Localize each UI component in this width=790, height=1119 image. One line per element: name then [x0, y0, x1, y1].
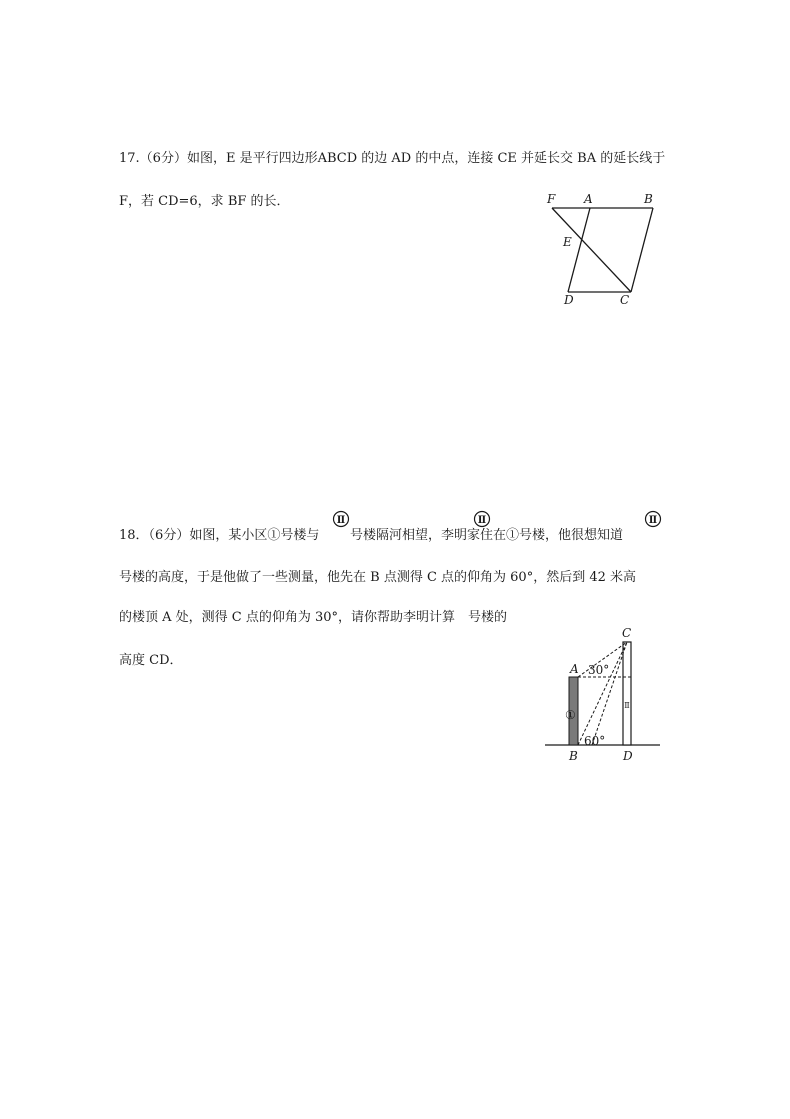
q18-building-mark-2: [473, 510, 491, 528]
q17-text-line1: 17.（6分）如图，E 是平行四边形ABCD 的边 AD 的中点，连接 CE 并延长交 BA 的延长线于: [119, 151, 666, 166]
q18-building-mark-1: [332, 510, 350, 528]
label-C: C: [622, 626, 632, 640]
building-1-number: ①: [565, 708, 576, 722]
label-E: E: [563, 235, 572, 249]
line-FC: [552, 208, 631, 292]
label-B: B: [569, 749, 578, 763]
q17-parallelogram-figure: [540, 188, 660, 308]
q18-building-mark-3: [644, 510, 662, 528]
svg-text:Ⅱ: Ⅱ: [477, 515, 487, 526]
label-B: B: [644, 192, 653, 206]
q17-text-line2: F，若 CD=6，求 BF 的长．: [119, 194, 290, 209]
label-A: A: [584, 192, 593, 206]
sight-B-C: [578, 642, 630, 745]
q18-text-line1-part2: 号楼隔河相望，李明家住在①号楼，他很想知道: [350, 528, 624, 543]
label-C: C: [620, 293, 630, 307]
label-F: F: [547, 192, 556, 206]
sight-B-C2: [592, 642, 630, 745]
line-AD: [568, 208, 590, 292]
label-D: D: [623, 749, 633, 763]
line-BC: [631, 208, 653, 292]
building-2-number: Ⅱ: [624, 701, 630, 710]
q18-text-line3: 的楼顶 A 处，测得 C 点的仰角为 30°，请你帮助李明计算 号楼的: [119, 610, 508, 625]
building-2: [623, 642, 631, 745]
svg-text:Ⅱ: Ⅱ: [648, 515, 658, 526]
angle-60: 60°: [584, 734, 606, 748]
q18-text-line1-part1: 18．（6分）如图，某小区①号楼与: [119, 528, 320, 543]
angle-30: 30°: [588, 663, 610, 677]
q18-text-line4: 高度 CD．: [119, 653, 183, 668]
label-D: D: [564, 293, 574, 307]
q18-text-line2: 号楼的高度，于是他做了一些测量，他先在 B 点测得 C 点的仰角为 60°，然后到 42 米高: [119, 570, 637, 585]
svg-text:Ⅱ: Ⅱ: [336, 515, 346, 526]
label-A: A: [570, 662, 579, 676]
q18-buildings-figure: [540, 625, 665, 770]
